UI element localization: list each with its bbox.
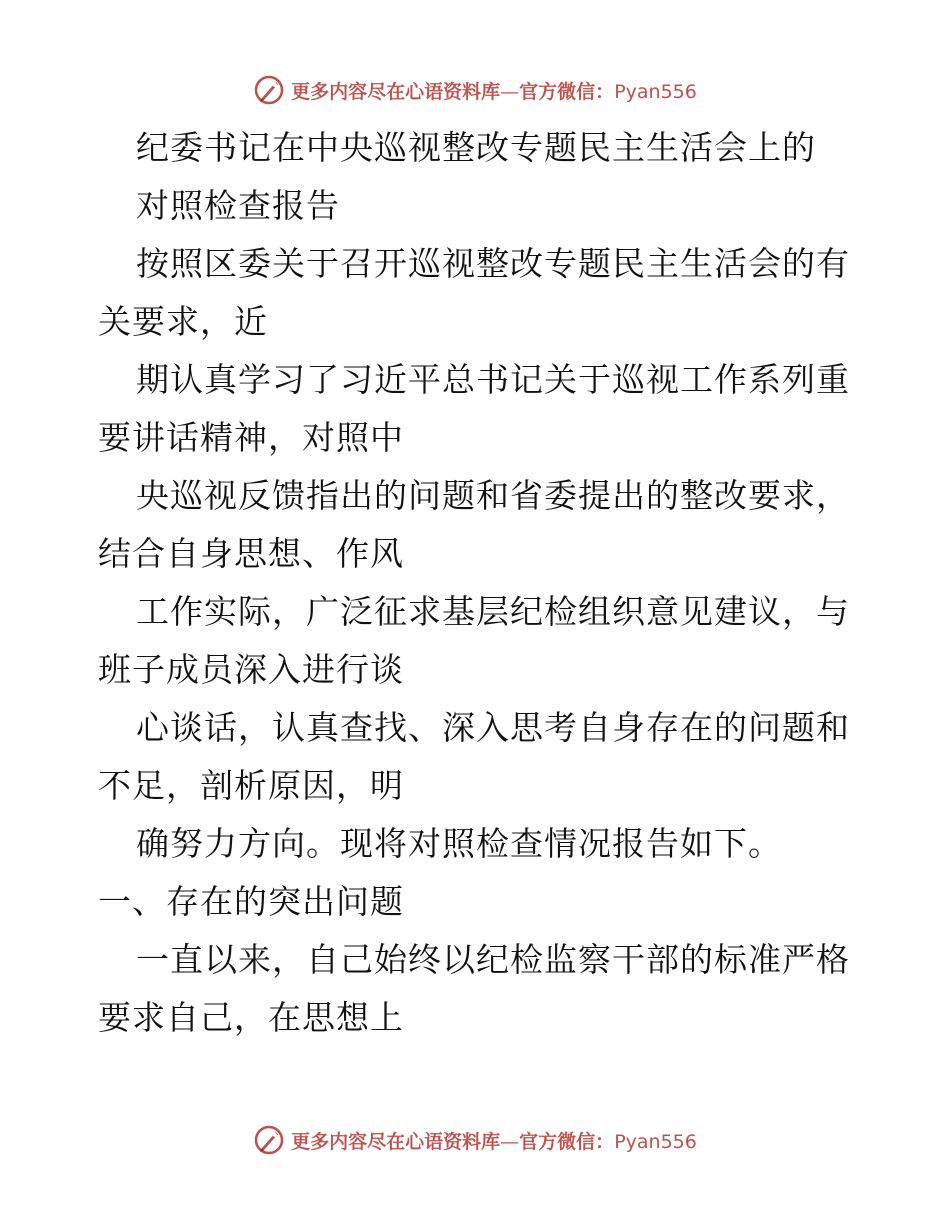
document-subtitle: 对照检查报告 bbox=[136, 186, 340, 225]
paragraph-line: 班子成员深入进行谈 bbox=[98, 650, 404, 689]
paragraph-line: 要讲话精神，对照中 bbox=[98, 418, 404, 457]
paragraph-line: 央巡视反馈指出的问题和省委提出的整改要求， bbox=[136, 476, 850, 515]
feather-pen-icon bbox=[253, 74, 285, 106]
feather-pen-icon bbox=[253, 1124, 285, 1156]
document-title: 纪委书记在中央巡视整改专题民主生活会上的 bbox=[136, 128, 816, 167]
section-heading: 一、存在的突出问题 bbox=[98, 882, 404, 921]
paragraph-line: 一直以来，自己始终以纪检监察干部的标准严格 bbox=[136, 940, 850, 979]
watermark-text: 更多内容尽在心语资料库—官方微信：Pyan556 bbox=[291, 80, 697, 103]
header-watermark bbox=[0, 72, 950, 108]
paragraph-line: 不足，剖析原因，明 bbox=[98, 766, 404, 805]
watermark-text: 更多内容尽在心语资料库—官方微信：Pyan556 bbox=[291, 1130, 697, 1153]
paragraph-line: 关要求，近 bbox=[98, 302, 268, 341]
paragraph-line: 结合自身思想、作风 bbox=[98, 534, 404, 573]
paragraph-line: 期认真学习了习近平总书记关于巡视工作系列重 bbox=[136, 360, 850, 399]
paragraph-line: 工作实际，广泛征求基层纪检组织意见建议，与 bbox=[136, 592, 850, 631]
paragraph-line: 心谈话，认真查找、深入思考自身存在的问题和 bbox=[136, 708, 850, 747]
paragraph-line: 确努力方向。现将对照检查情况报告如下。 bbox=[136, 824, 782, 863]
footer-watermark bbox=[0, 1122, 950, 1158]
paragraph-line: 要求自己，在思想上 bbox=[98, 998, 404, 1037]
paragraph-line: 按照区委关于召开巡视整改专题民主生活会的有 bbox=[136, 244, 850, 283]
